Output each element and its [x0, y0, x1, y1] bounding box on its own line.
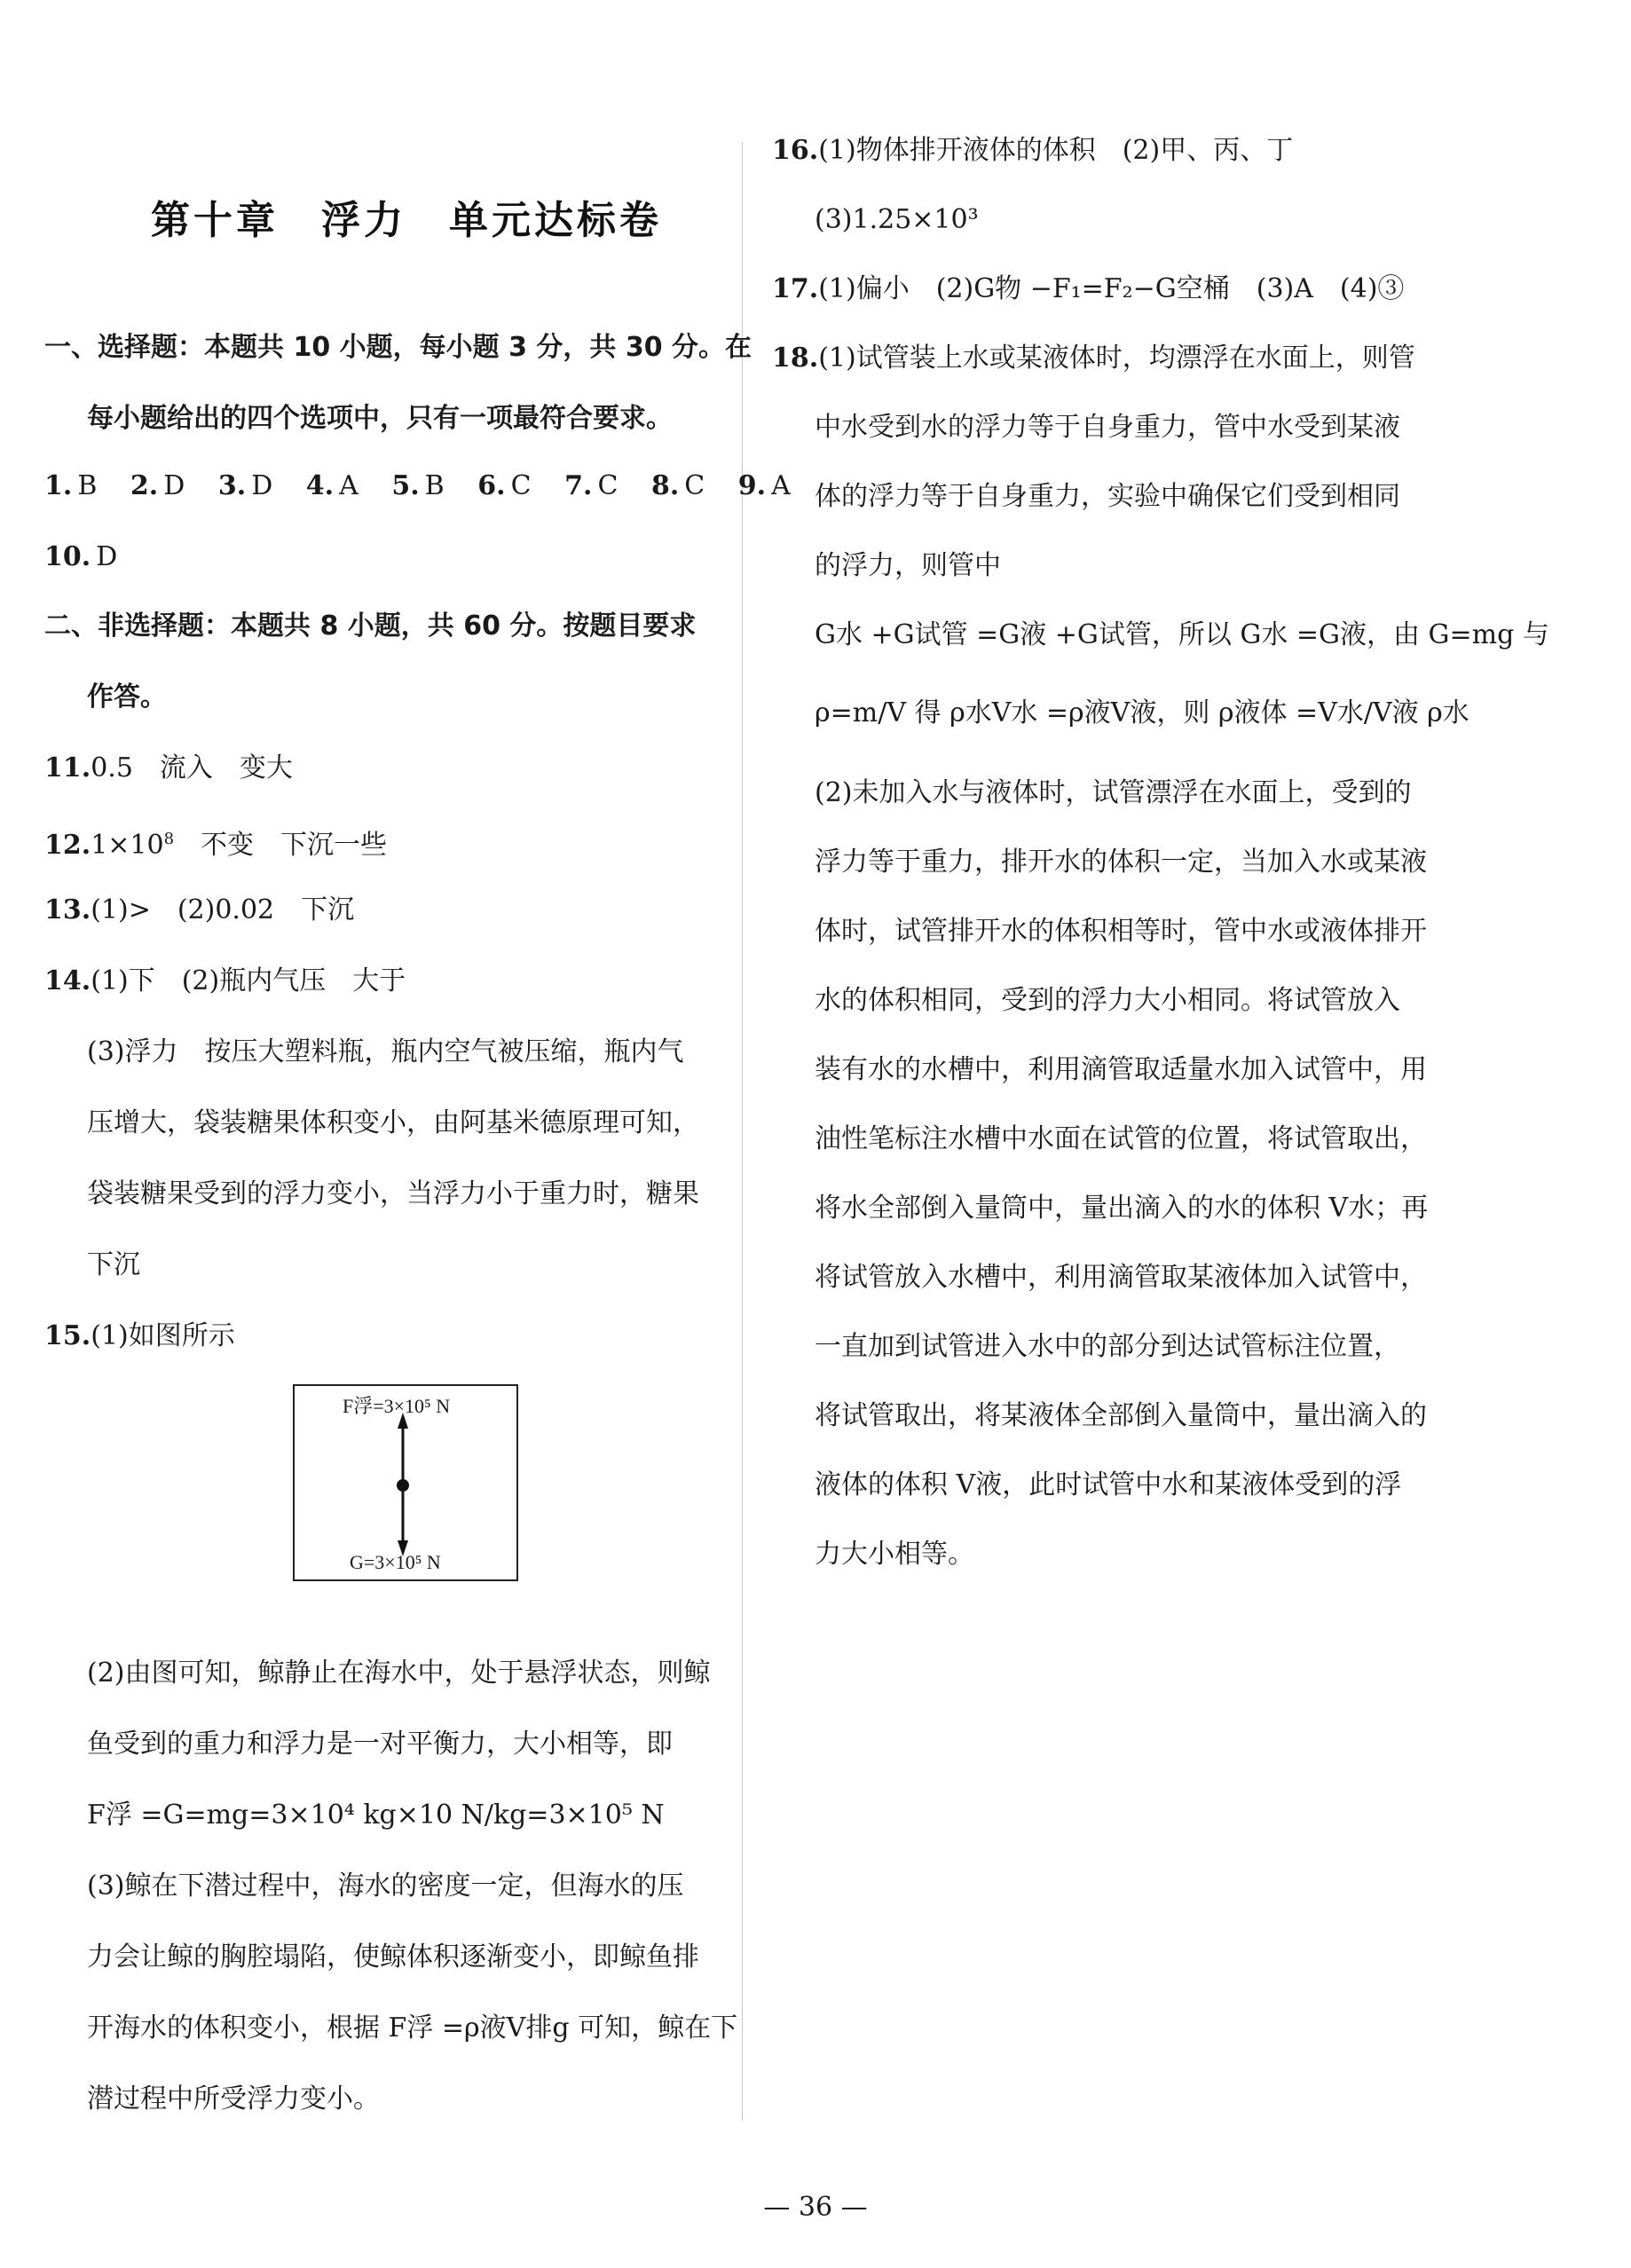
q15-line8: 潜过程中所受浮力变小。 [87, 2083, 380, 2114]
q13-answer [44, 893, 354, 928]
column-divider [742, 142, 743, 2121]
section2-line2: 作答。 [87, 681, 167, 713]
q18-line6: ρ=m/V 得 ρ水V水 =ρ液V液，则 ρ液体 =V水/V液 ρ水 [815, 697, 1469, 728]
choice-answer: C [597, 470, 619, 501]
q18-line15: 一直加到试管进入水中的部分到达试管标注位置， [815, 1331, 1400, 1362]
choice-number: 3. [217, 470, 247, 501]
q18-line3: 体的浮力等于自身重力，实验中确保它们受到相同 [815, 481, 1400, 512]
q17-number: 17. [772, 273, 819, 304]
q18-line12: 油性笔标注水槽中水面在试管的位置，将试管取出， [815, 1123, 1427, 1154]
q14-line5: 下沉 [87, 1249, 140, 1280]
q15-line3: 鱼受到的重力和浮力是一对平衡力，大小相等，即 [87, 1729, 673, 1760]
choice-answer: A [339, 470, 359, 501]
q16-answer [772, 133, 1293, 169]
section1-line2: 每小题给出的四个选项中，只有一项最符合要求。 [87, 403, 673, 434]
q12-post: 不变 下沉一些 [174, 830, 388, 861]
choice-number: 1. [44, 470, 73, 501]
q18-number: 18. [772, 343, 819, 374]
q17-text: (1)偏小 (2)G物 −F₁=F₂−G空桶 (3)A (4)③ [818, 273, 1405, 304]
q12-answer [44, 822, 387, 863]
q18-line2: 中水受到水的浮力等于自身重力，管中水受到某液 [815, 412, 1400, 443]
q12-pre: 1×10 [91, 830, 164, 861]
choice-number: 9. [737, 470, 767, 501]
q18-line10: 水的体积相同，受到的浮力大小相同。将试管放入 [815, 985, 1400, 1016]
q15-line5: (3)鲸在下潜过程中，海水的密度一定，但海水的压 [87, 1870, 684, 1902]
q17-answer [772, 272, 1404, 307]
q12-number: 12. [44, 830, 91, 861]
q11-number: 11. [44, 752, 91, 784]
section2-line1: 二、非选择题：本题共 8 小题，共 60 分。按题目要求 [44, 610, 697, 642]
choice-number: 10. [44, 541, 91, 572]
q12-sup: 8 [163, 830, 175, 848]
q18-line14: 将试管放入水槽中，利用滴管取某液体加入试管中， [815, 1262, 1427, 1293]
q15-line2: (2)由图可知，鲸静止在海水中，处于悬浮状态，则鲸 [87, 1658, 711, 1689]
whale-center-point [397, 1479, 409, 1492]
q16-line2: (3)1.25×10³ [815, 204, 979, 235]
q13-text: (1)> (2)0.02 下沉 [91, 894, 355, 925]
page-number: — 36 — [763, 2192, 868, 2223]
q14-line3: 压增大，袋装糖果体积变小，由阿基米德原理可知， [87, 1107, 699, 1138]
choice-answers-row-2 [44, 539, 142, 575]
q18-line5: G水 +G试管 =G液 +G试管，所以 G水 =G液，由 G=mg 与 [815, 619, 1549, 650]
choice-number: 6. [477, 470, 506, 501]
section1-line1: 一、选择题：本题共 10 小题，每小题 3 分，共 30 分。在 [44, 332, 752, 363]
choice-answer: B [77, 470, 98, 501]
q11-answer [44, 751, 293, 786]
q15-line7: 开海水的体积变小，根据 F浮 =ρ液V排g 可知，鲸在下 [87, 2012, 738, 2044]
q15-answer [44, 1319, 235, 1354]
choice-answer: D [96, 541, 118, 572]
choice-answer: A [771, 470, 791, 501]
q18-line16: 将试管取出，将某液体全部倒入量筒中，量出滴入的 [815, 1400, 1427, 1431]
choice-number: 2. [130, 470, 159, 501]
q15-line4: F浮 =G=mg=3×10⁴ kg×10 N/kg=3×10⁵ N [87, 1799, 665, 1831]
q15-number: 15. [44, 1320, 91, 1351]
q18-answer [772, 341, 1415, 376]
q14-line4: 袋装糖果受到的浮力变小，当浮力小于重力时，糖果 [87, 1178, 699, 1209]
q15-line1: (1)如图所示 [91, 1320, 235, 1351]
force-diagram [293, 1384, 518, 1581]
choice-answer: C [684, 470, 705, 501]
q14-number: 14. [44, 965, 91, 996]
q18-line1: (1)试管装上水或某液体时，均漂浮在水面上，则管 [818, 343, 1415, 374]
choice-answer: C [510, 470, 532, 501]
choice-answer: B [424, 470, 445, 501]
q14-answer [44, 964, 406, 999]
choice-number: 5. [391, 470, 420, 501]
q16-number: 16. [772, 135, 819, 166]
q13-number: 13. [44, 894, 91, 925]
q15-line6: 力会让鲸的胸腔塌陷，使鲸体积逐渐变小，即鲸鱼排 [87, 1941, 699, 1973]
q18-line4: 的浮力，则管中 [815, 550, 1001, 581]
q18-line13: 将水全部倒入量筒中，量出滴入的水的体积 V水；再 [815, 1193, 1429, 1224]
choice-number: 4. [305, 470, 335, 501]
choice-number: 7. [564, 470, 593, 501]
q18-line18: 力大小相等。 [815, 1539, 974, 1570]
choice-number: 8. [650, 470, 680, 501]
q14-line1: (1)下 (2)瓶内气压 大于 [91, 965, 406, 996]
q18-line8: 浮力等于重力，排开水的体积一定，当加入水或某液 [815, 847, 1427, 878]
q18-line9: 体时，试管排开水的体积相等时，管中水或液体排开 [815, 916, 1427, 947]
gravity-label: G=3×10⁵ N [350, 1551, 441, 1573]
q14-line2: (3)浮力 按压大塑料瓶，瓶内空气被压缩，瓶内气 [87, 1036, 684, 1067]
choice-answer: D [163, 470, 185, 501]
page-title: 第十章 浮力 单元达标卷 [151, 198, 662, 243]
q16-line1: (1)物体排开液体的体积 (2)甲、丙、丁 [818, 135, 1294, 166]
q18-line17: 液体的体积 V液，此时试管中水和某液体受到的浮 [815, 1469, 1402, 1500]
q11-text: 0.5 流入 变大 [91, 752, 293, 784]
q18-line7: (2)未加入水与液体时，试管漂浮在水面上，受到的 [815, 777, 1412, 808]
choice-answers-row [44, 469, 816, 504]
buoyancy-label: F浮=3×10⁵ N [343, 1395, 451, 1417]
choice-answer: D [251, 470, 273, 501]
q18-line11: 装有水的水槽中，利用滴管取适量水加入试管中，用 [815, 1054, 1427, 1085]
